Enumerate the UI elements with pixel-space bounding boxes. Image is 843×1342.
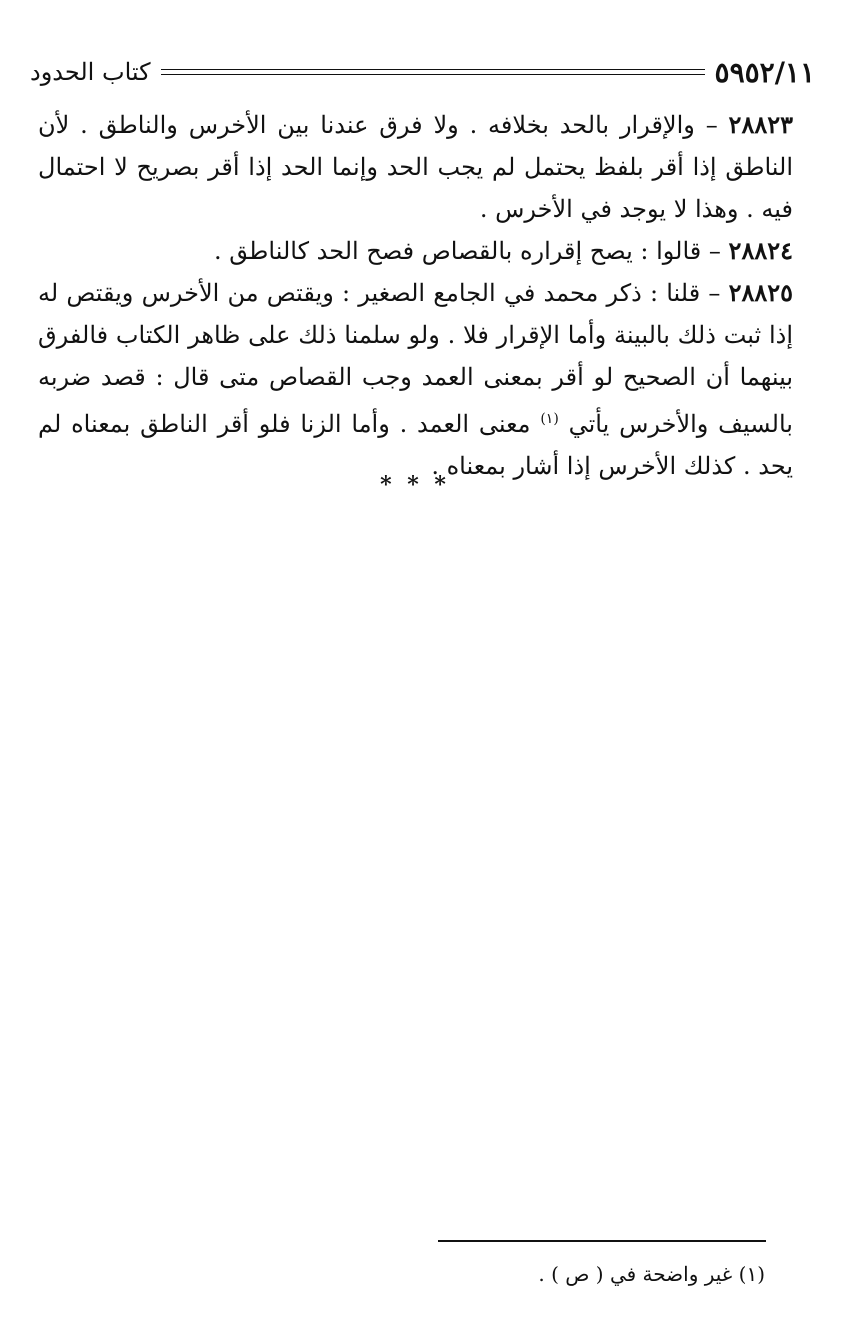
paragraph-number: ٢٨٨٢٣ <box>728 110 793 139</box>
paragraph-number: ٢٨٨٢٤ <box>728 236 793 265</box>
section-separator: * * * <box>380 472 450 498</box>
footnote-rule <box>438 1240 766 1242</box>
paragraph-28825 <box>38 272 793 487</box>
paragraph-28823 <box>38 104 793 230</box>
paragraph-text: – قالوا : يصح إقراره بالقصاص فصح الحد كالناطق . <box>214 237 729 265</box>
page-header <box>30 50 815 94</box>
paragraph-text: – قلنا : ذكر محمد في الجامع الصغير : ويقتص من الأخرس ويقتص له إذا ثبت ذلك بالبينة وأما الإقرار فلا . ولو سلمنا ذلك على ظاهر الكتاب فالفرق بينهما أن الصحيح لو أقر بمعنى العمد وجب القصاص متى قال : قصد ضربه بالسيف والأخرس يأتي <box>38 279 793 438</box>
paragraph-number: ٢٨٨٢٥ <box>728 278 794 307</box>
paragraph-28824 <box>38 230 793 272</box>
body-text <box>38 104 793 487</box>
footnote: (١) غير واضحة في ( ص ) . <box>538 1262 765 1286</box>
header-rule <box>161 69 705 75</box>
paragraph-text-continued: معنى العمد . وأما الزنا فلو أقر الناطق بمعناه لم يحد . كذلك الأخرس إذا أشار بمعناه . <box>38 410 793 480</box>
paragraph-text: – والإقرار بالحد بخلافه . ولا فرق عندنا بين الأخرس والناطق . لأن الناطق إذا أقر بلفظ يحتمل لم يجب الحد وإنما الحد إذا أقر بصريح لا احتمال فيه . وهذا لا يوجد في الأخرس . <box>38 111 793 223</box>
footnote-reference: (١) <box>540 411 559 427</box>
page-number: ٥٩٥٢/١١ <box>714 55 815 89</box>
book-title: كتاب الحدود <box>30 58 151 86</box>
